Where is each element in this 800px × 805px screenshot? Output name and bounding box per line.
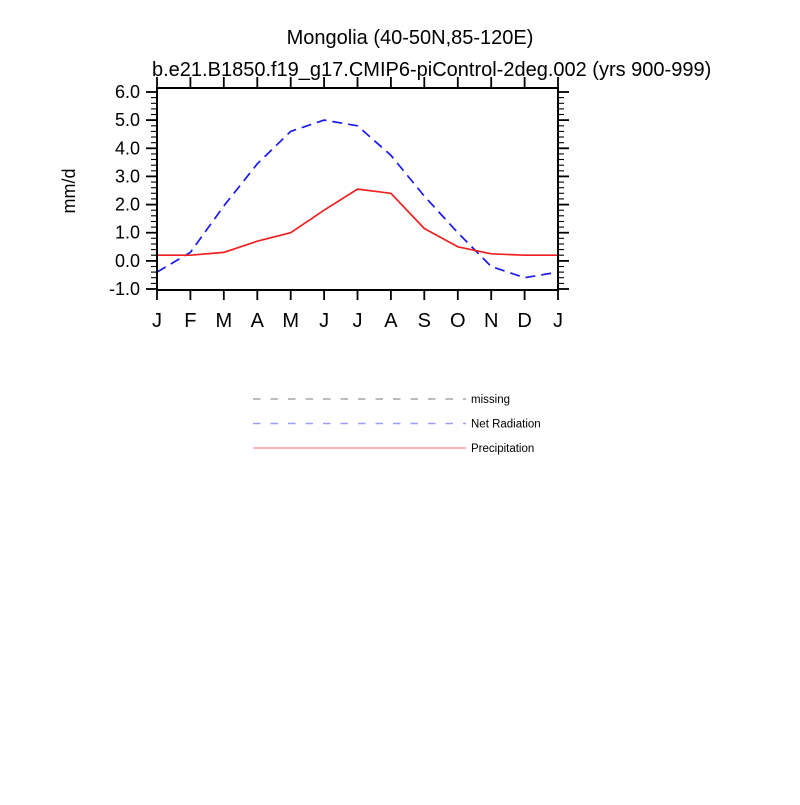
chart-subtitle: b.e21.B1850.f19_g17.CMIP6-piControl-2deg.002 (yrs 900-999) [152,59,712,81]
x-tick-label: O [450,310,466,332]
y-tick-label: -1.0 [108,279,140,299]
x-tick-label: A [384,310,398,332]
x-tick-label: M [215,310,233,332]
x-tick-label: J [553,310,563,332]
legend-item-net-radiation [253,419,541,431]
y-tick-label: 0.0 [114,250,140,271]
legend-label-precipitation: Precipitation [471,443,535,455]
legend-item-missing [253,394,510,406]
x-tick-label: S [417,310,431,332]
axis-tick-labels [109,82,563,332]
legend-item-precipitation [253,443,534,455]
x-tick-label: J [352,310,363,332]
y-tick-label: 5.0 [114,110,140,131]
y-tick-label: 4.0 [114,138,140,159]
y-tick-label: 1.0 [114,222,140,243]
y-tick-label: 3.0 [114,166,140,187]
x-tick-label: M [282,310,300,332]
chart-title: Mongolia (40-50N,85-120E) [286,27,534,49]
y-axis-label: mm/d [59,168,79,214]
x-tick-label: J [152,310,162,332]
y-tick-label: 2.0 [114,194,140,215]
series-line-precipitation [157,189,558,255]
x-tick-label: N [483,310,499,332]
x-tick-label: J [319,310,330,332]
legend-label-missing: missing [471,394,510,406]
legend-label-net-radiation: Net Radiation [471,418,541,431]
y-tick-label: 6.0 [114,82,140,102]
chart-legend [253,394,541,455]
x-tick-label: D [517,310,532,332]
x-tick-label: F [184,310,197,332]
x-tick-label: A [250,310,264,332]
plot-series [157,120,558,278]
